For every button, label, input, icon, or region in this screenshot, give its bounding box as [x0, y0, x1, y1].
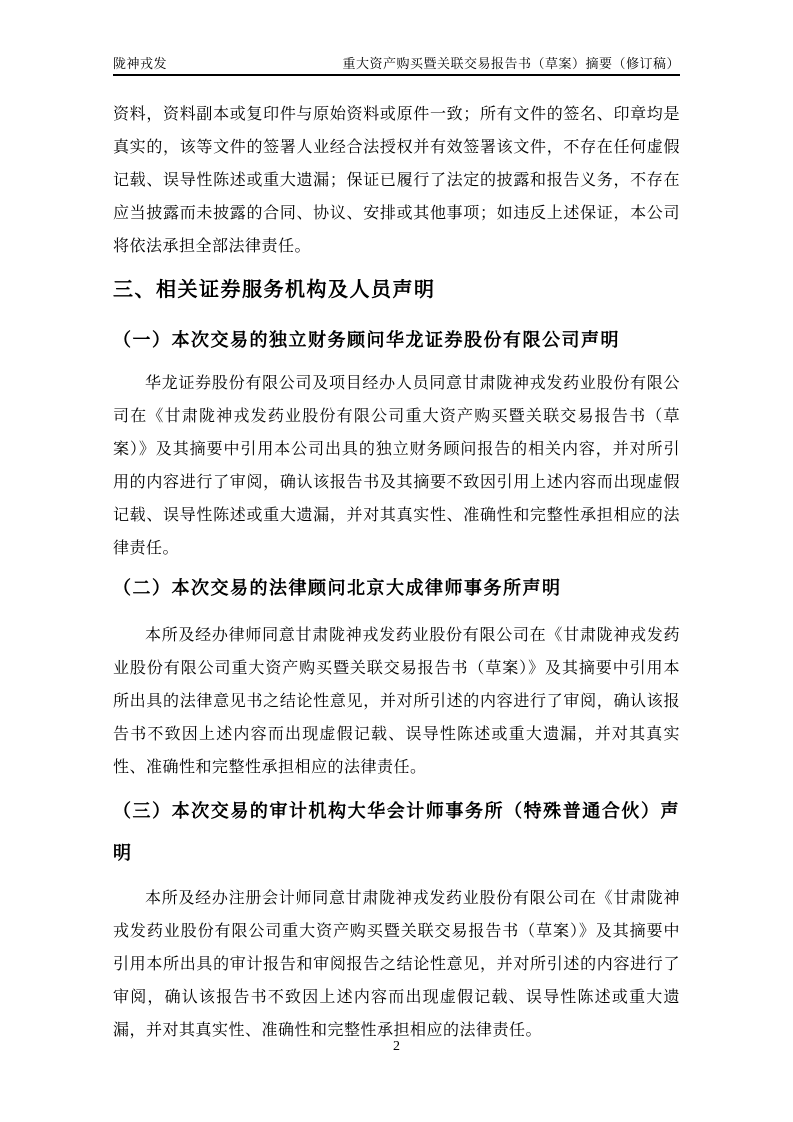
section-heading: 三、相关证券服务机构及人员声明 [113, 279, 436, 301]
page-number: 2 [393, 1039, 400, 1054]
subsection-3-body: 本所及经办注册会计师同意甘肃陇神戎发药业股份有限公司在《甘肃陇神戎发药业股份有限公司重大资产购买暨关联交易报告书（草案）》及其摘要中引用本所出具的审计报告和审阅报告之结论性意见，并对所引述的内容进行了审阅，确认该报告书不致因上述内容而出现虚假记载、误导性陈述或重大遗漏，并对其真实性、准确性和完整性承担相应的法律责任。 [113, 890, 680, 1039]
paragraph-continuation: 资料，资料副本或复印件与原始资料或原件一致；所有文件的签名、印章均是真实的，该等文件的签署人业经合法授权并有效签署该文件，不存在任何虚假记载、误导性陈述或重大遗漏；保证已履行了法定的披露和报告义务，不存在应当披露而未披露的合同、协议、安排或其他事项；如违反上述保证，本公司将依法承担全部法律责任。 [113, 106, 680, 255]
subsection-1-body: 华龙证券股份有限公司及项目经办人员同意甘肃陇神戎发药业股份有限公司在《甘肃陇神戎发药业股份有限公司重大资产购买暨关联交易报告书（草案）》及其摘要中引用本公司出具的独立财务顾问报告的相关内容，并对所引用的内容进行了审阅，确认该报告书及其摘要不致因引用上述内容而出现虚假记载、误导性陈述或重大遗漏，并对其真实性、准确性和完整性承担相应的法律责任。 [113, 375, 680, 557]
header-doc-full-title: 重大资产购买暨关联交易报告书（草案）摘要（修订稿） [342, 56, 680, 71]
subsection-1-heading: （一）本次交易的独立财务顾问华龙证券股份有限公司声明 [113, 330, 620, 350]
page-footer [0, 1038, 793, 1056]
subsection-3-heading: （三）本次交易的审计机构大华会计师事务所（特殊普通合伙）声明 [113, 801, 680, 863]
document-body [113, 98, 680, 1047]
page-header [113, 0, 680, 76]
header-doc-short-title: 陇神戎发 [113, 56, 168, 71]
subsection-2-body: 本所及经办律师同意甘肃陇神戎发药业股份有限公司在《甘肃陇神戎发药业股份有限公司重大资产购买暨关联交易报告书（草案）》及其摘要中引用本所出具的法律意见书之结论性意见，并对所引述的内容进行了审阅，确认该报告书不致因上述内容而出现虚假记载、误导性陈述或重大遗漏，并对其真实性、准确性和完整性承担相应的法律责任。 [113, 627, 680, 776]
subsection-2-heading: （二）本次交易的法律顾问北京大成律师事务所声明 [113, 578, 562, 598]
